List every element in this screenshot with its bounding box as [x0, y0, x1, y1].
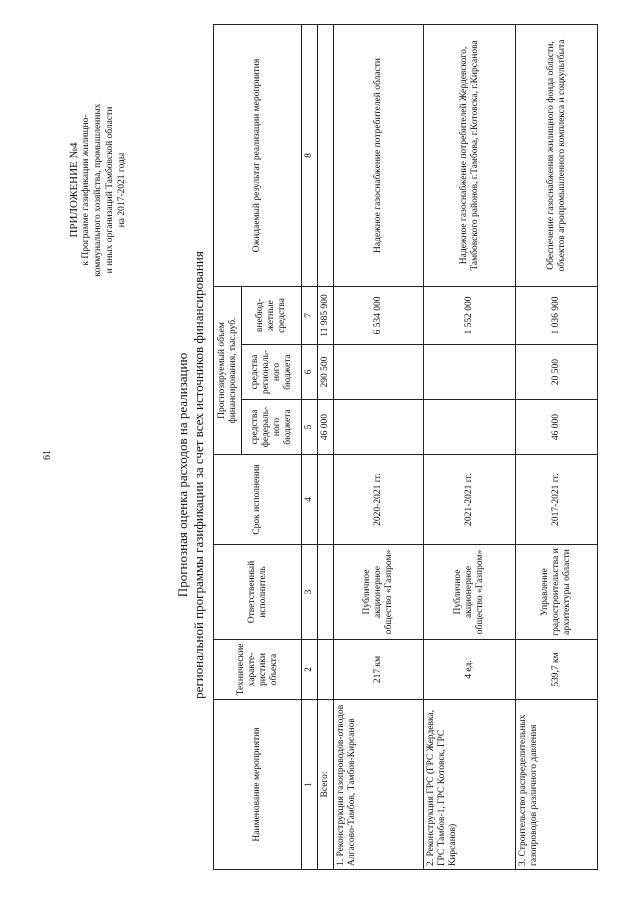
- col-number: 7: [302, 286, 318, 344]
- row-tech: 217 км: [334, 640, 424, 700]
- row-reg: [424, 345, 516, 400]
- row-fed: [334, 400, 424, 455]
- table-row: [424, 24, 516, 869]
- annex-header: [68, 55, 128, 325]
- col-number: 6: [302, 345, 318, 400]
- annex-title: ПРИЛОЖЕНИЕ №4: [68, 142, 80, 238]
- table-row: [516, 24, 598, 869]
- row-fed: [424, 400, 516, 455]
- row-exec: Публичное акционерное общество «Газпром»: [334, 545, 424, 640]
- header-reg: средства региональ-ного бюджета: [242, 345, 302, 400]
- col-number: 2: [302, 640, 318, 700]
- row-reg: 20 500: [516, 345, 598, 400]
- row-tech: 539,7 км: [516, 640, 598, 700]
- row-name: 1. Реконструкция газопроводов-отводов Алгасово-Тамбов, Тамбов-Кирсанов: [334, 700, 424, 870]
- row-term: 2020-2021 гг.: [334, 455, 424, 545]
- row-extra: 1 552 000: [424, 286, 516, 344]
- total-extra: 11 985 900: [318, 286, 334, 344]
- title-line: региональной программы газификации за счет всех источников финансирования: [191, 251, 206, 699]
- row-exec: Публичное акционерное общество «Газпром»: [424, 545, 516, 640]
- table-row: [334, 24, 424, 869]
- cell-empty: [318, 24, 334, 286]
- title-line: Прогнозная оценка расходов на реализацию: [175, 352, 190, 598]
- row-reg: [334, 345, 424, 400]
- total-reg: 290 500: [318, 345, 334, 400]
- col-number: 3: [302, 545, 318, 640]
- row-name: 2. Реконструкция ГРС (ГРС Жердевка, ГРС Тамбов-1, ГРС Котовск, ГРС Кирсанов): [424, 700, 516, 870]
- col-number: 5: [302, 400, 318, 455]
- annex-line: на 2017-2021 годы: [117, 152, 127, 228]
- row-exec: Управление градостроительства и архитектуры области: [516, 545, 598, 640]
- row-result: Обеспечение газоснабжения жилищного фонда области, объектов агропромышленного комплекса и соцкультбыта: [516, 24, 598, 286]
- header-result: Ожидаемый результат реализации мероприятия: [214, 24, 302, 286]
- total-row: [318, 24, 334, 869]
- header-fed: средства федераль-ного бюджета: [242, 400, 302, 455]
- finance-table: [213, 24, 598, 870]
- cell-empty: [318, 545, 334, 640]
- total-label: Всего:: [318, 700, 334, 870]
- annex-line: и иных организаций Тамбовской области: [105, 106, 115, 274]
- header-finance: Прогнозируемый объем финансирования, тыс.руб.: [214, 286, 242, 454]
- cell-empty: [318, 455, 334, 545]
- header-name: Наименование мероприятия: [214, 700, 302, 870]
- row-term: 2017-2021 гг.: [516, 455, 598, 545]
- document-title: [175, 155, 207, 795]
- row-result: Надежное газоснабжение потребителей Жердевского, Тамбовского районов, г.Тамбова, г.Котовска, г.Кирсанова: [424, 24, 516, 286]
- header-exec: Ответственный исполнитель: [214, 545, 302, 640]
- header-tech: Технические характе-ристики объекта: [214, 640, 302, 700]
- col-number: 4: [302, 455, 318, 545]
- row-name: 3. Строительство распределительных газопроводов различного давления: [516, 700, 598, 870]
- page-number: 61: [42, 450, 53, 460]
- row-result: Надежное газоснабжение потребителей области: [334, 24, 424, 286]
- row-extra: 1 036 900: [516, 286, 598, 344]
- header-extra: внебюд-жетные средства: [242, 286, 302, 344]
- cell-empty: [318, 640, 334, 700]
- annex-line: к Программе газификации жилищно-: [81, 114, 91, 266]
- col-number: 1: [302, 700, 318, 870]
- annex-line: коммунального хозяйства, промышленных: [93, 103, 103, 277]
- row-fed: 46 000: [516, 400, 598, 455]
- row-term: 2021-2021 гг.: [424, 455, 516, 545]
- total-fed: 46 000: [318, 400, 334, 455]
- header-term: Срок исполнения: [214, 455, 302, 545]
- row-extra: 6 534 000: [334, 286, 424, 344]
- row-tech: 4 ед.: [424, 640, 516, 700]
- col-number: 8: [302, 24, 318, 286]
